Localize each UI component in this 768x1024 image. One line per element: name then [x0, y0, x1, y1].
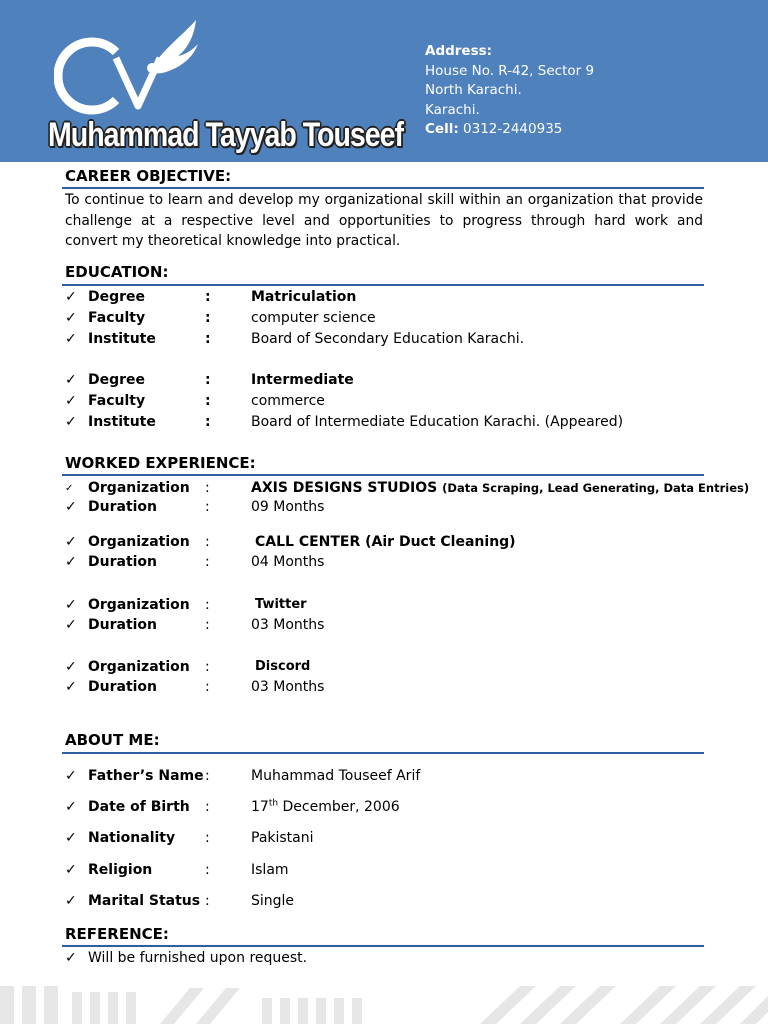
organization-name: Discord	[255, 659, 311, 674]
experience-duration-row	[65, 552, 725, 572]
organization-name: AXIS DESIGNS STUDIOS	[251, 480, 438, 496]
experience-duration-row	[65, 677, 725, 697]
education-institute-row	[65, 329, 725, 349]
duration-value: 09 Months	[251, 499, 325, 515]
career-objective-text: To continue to learn and develop my organizational skill within an organization that provide challenge at a respective level and opportunities to progress through hard work and convert my theoretical knowledge into practical.	[65, 192, 703, 249]
reference-row	[65, 948, 725, 968]
colon: :	[205, 893, 210, 909]
education-title: EDUCATION:	[65, 263, 169, 281]
about-marital-row	[65, 891, 725, 911]
header-banner	[0, 0, 768, 162]
duration-value: 03 Months	[251, 679, 325, 695]
education-faculty-row	[65, 308, 725, 328]
about-dob-row	[65, 797, 725, 817]
check-icon: ✓	[65, 393, 77, 409]
check-icon: ✓	[65, 414, 77, 430]
degree-label: Degree	[88, 289, 146, 305]
organization-label: Organization	[88, 659, 190, 675]
institute-label: Institute	[88, 331, 156, 347]
cell-value: 0312-2440935	[463, 121, 563, 137]
duration-label: Duration	[88, 554, 158, 570]
organization-label: Organization	[88, 534, 190, 550]
check-icon: ✓	[65, 950, 77, 966]
nationality-label: Nationality	[88, 830, 176, 846]
organization-note: (Data Scraping, Lead Generating, Data Entries)	[442, 481, 750, 495]
section-divider	[62, 752, 704, 754]
duration-value: 03 Months	[251, 617, 325, 633]
person-name: Muhammad Tayyab Touseef	[48, 116, 404, 154]
experience-org-row	[65, 595, 725, 615]
address-line-3: Karachi.	[425, 101, 480, 118]
section-divider	[62, 474, 704, 476]
organization-value	[251, 478, 749, 498]
institute-value: Board of Secondary Education Karachi.	[251, 331, 525, 347]
nationality-value: Pakistani	[251, 830, 314, 846]
institute-label: Institute	[88, 414, 156, 430]
education-faculty-row	[65, 391, 725, 411]
duration-label: Duration	[88, 679, 158, 695]
address-line-2: North Karachi.	[425, 82, 522, 98]
faculty-value: computer science	[251, 310, 376, 326]
check-icon: ✓	[65, 862, 77, 878]
colon: :	[205, 659, 210, 675]
organization-name: CALL CENTER (Air Duct Cleaning)	[255, 534, 516, 550]
education-institute-row	[65, 412, 725, 432]
check-icon: ✓	[65, 768, 77, 784]
cv-logo	[54, 18, 204, 118]
faculty-label: Faculty	[88, 393, 146, 409]
religion-label: Religion	[88, 862, 153, 878]
check-icon: ✓	[65, 310, 77, 326]
career-objective-title: CAREER OBJECTIVE:	[65, 167, 232, 185]
cell-line	[425, 120, 594, 140]
duration-value: 04 Months	[251, 554, 325, 570]
institute-value: Board of Intermediate Education Karachi. (Appeared)	[251, 414, 624, 430]
colon: :	[205, 393, 211, 409]
check-icon: ✓	[65, 499, 77, 515]
address-line-1: House No. R-42, Sector 9	[425, 62, 595, 79]
check-icon: ✓	[65, 372, 77, 388]
colon: :	[205, 372, 211, 388]
check-icon: ✓	[65, 597, 77, 613]
experience-org-row	[65, 532, 725, 552]
dob-day: 17	[251, 799, 269, 815]
about-me-title: ABOUT ME:	[65, 731, 160, 749]
check-icon: ✓	[65, 554, 77, 570]
check-icon: ✓	[65, 659, 77, 675]
experience-duration-row	[65, 615, 725, 635]
organization-label: Organization	[88, 480, 190, 496]
colon: :	[205, 768, 210, 784]
experience-org-row	[65, 478, 750, 498]
colon: :	[205, 617, 210, 633]
marital-status-label: Marital Status	[88, 893, 201, 909]
dob-suffix: th	[268, 798, 279, 809]
colon: :	[205, 799, 210, 815]
cell-label: Cell:	[425, 121, 459, 137]
fathers-name-label: Father’s Name	[88, 768, 204, 784]
check-icon: ✓	[65, 830, 77, 846]
faculty-value: commerce	[251, 393, 325, 409]
colon: :	[205, 862, 210, 878]
check-icon: ✓	[65, 679, 77, 695]
reference-text: Will be furnished upon request.	[88, 950, 308, 966]
colon: :	[205, 499, 210, 515]
colon: :	[205, 310, 211, 326]
degree-value: Matriculation	[251, 289, 357, 305]
colon: :	[205, 554, 210, 570]
duration-label: Duration	[88, 617, 158, 633]
degree-value: Intermediate	[251, 372, 354, 388]
section-divider	[62, 187, 704, 189]
organization-name: Twitter	[255, 597, 307, 612]
reference-title: REFERENCE:	[65, 925, 169, 943]
check-icon: ✓	[65, 893, 77, 909]
about-nationality-row	[65, 828, 725, 848]
colon: :	[205, 534, 210, 550]
marital-status-value: Single	[251, 893, 295, 909]
fathers-name-value: Muhammad Touseef Arif	[251, 768, 421, 784]
degree-label: Degree	[88, 372, 146, 388]
check-icon: ✓	[65, 483, 74, 494]
section-divider	[62, 284, 704, 286]
contact-block	[425, 42, 594, 140]
experience-duration-row	[65, 497, 725, 517]
colon: :	[205, 331, 211, 347]
check-icon: ✓	[65, 799, 77, 815]
section-divider	[62, 945, 704, 947]
colon: :	[205, 679, 210, 695]
check-icon: ✓	[65, 534, 77, 550]
education-degree-row	[65, 370, 725, 390]
experience-org-row	[65, 657, 725, 677]
education-degree-row	[65, 287, 725, 307]
footer-decoration	[0, 978, 768, 1024]
dob-rest: December, 2006	[278, 799, 400, 815]
address-label: Address:	[425, 43, 493, 59]
organization-label: Organization	[88, 597, 190, 613]
colon: :	[205, 480, 210, 496]
colon: :	[205, 830, 210, 846]
check-icon: ✓	[65, 331, 77, 347]
dob-label: Date of Birth	[88, 799, 190, 815]
about-fathers-name-row	[65, 766, 725, 786]
duration-label: Duration	[88, 499, 158, 515]
check-icon: ✓	[65, 617, 77, 633]
colon: :	[205, 289, 211, 305]
colon: :	[205, 414, 211, 430]
faculty-label: Faculty	[88, 310, 146, 326]
about-religion-row	[65, 860, 725, 880]
colon: :	[205, 597, 210, 613]
experience-title: WORKED EXPERIENCE:	[65, 454, 256, 472]
dob-value	[251, 797, 400, 817]
check-icon: ✓	[65, 289, 77, 305]
religion-value: Islam	[251, 862, 289, 878]
